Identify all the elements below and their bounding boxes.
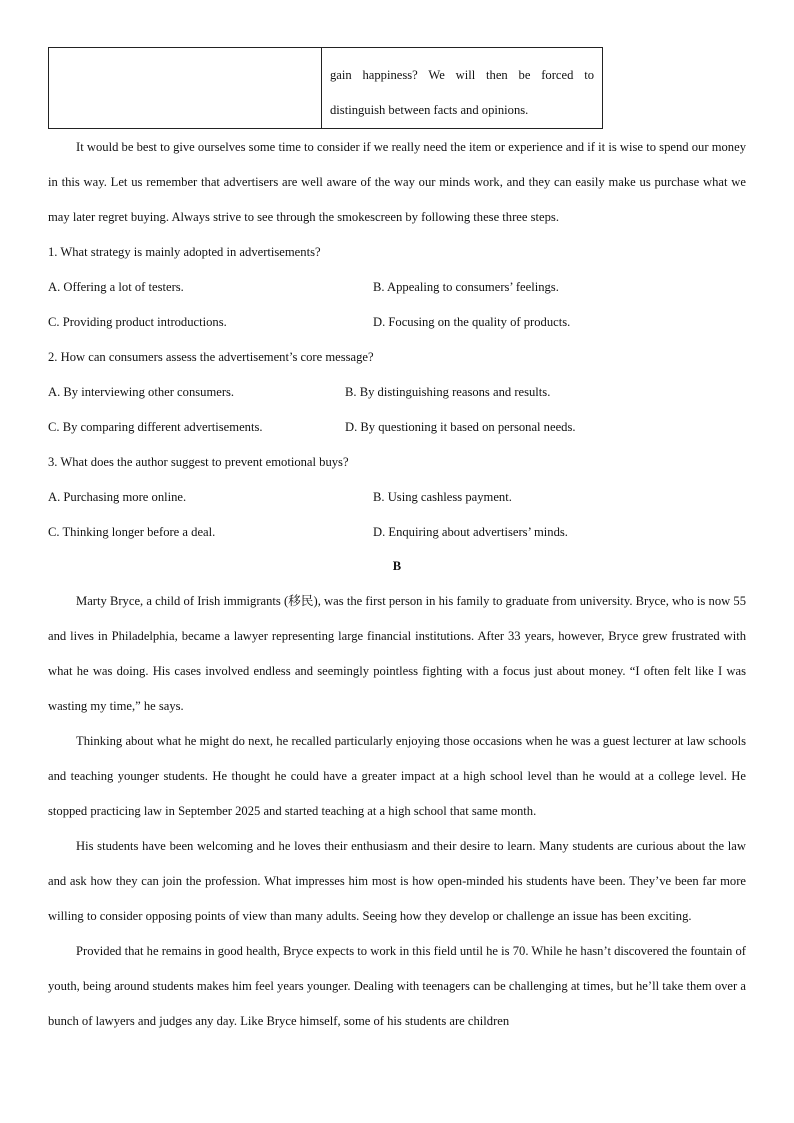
option-d: D. Enquiring about advertisers’ minds.	[373, 525, 568, 539]
option-b: B. Appealing to consumers’ feelings.	[373, 280, 559, 294]
question-stem: 1. What strategy is mainly adopted in advertisements?	[48, 245, 321, 259]
body-paragraph: His students have been welcoming and he loves their enthusiasm and their desire to learn. Many students are curious about the law and ask how they can join the profession. What impresses him most is how open-minded his students have been. They’ve been far more willing to consider opposing points of view than many adults. Seeing how they develop or challenge an issue has been exciting.	[48, 839, 746, 923]
option-d: D. By questioning it based on personal needs.	[345, 420, 576, 434]
option-a: A. Purchasing more online.	[48, 490, 187, 504]
intro-paragraph: It would be best to give ourselves some time to consider if we really need the item or experience and if it is wise to spend our money in this way. Let us remember that advertisers are well aware of the way our minds work, and they can easily make us purchase what we may later regret buying. Always strive to see through the smokescreen by following these three steps.	[48, 140, 746, 224]
intro-paragraph-block	[48, 130, 746, 235]
body-paragraph: Provided that he remains in good health, Bryce expects to work in this field until he is 70. While he hasn’t discovered the fountain of youth, being around students makes him feel years younger. Dealing with teenagers can be challenging at times, but he’ll take them over a bunch of lawyers and judges any day. Like Bryce himself, some of his students are children	[48, 944, 746, 1028]
option-a: A. Offering a lot of testers.	[48, 280, 184, 294]
option-row	[48, 305, 746, 340]
option-c: C. Providing product introductions.	[48, 315, 227, 329]
option-row	[48, 270, 746, 305]
table-cell-line: gain happiness? We will then be forced to	[330, 68, 594, 82]
option-a: A. By interviewing other consumers.	[48, 385, 235, 399]
table-empty-cell	[49, 48, 322, 128]
question-2	[48, 340, 746, 445]
body-paragraph: Thinking about what he might do next, he recalled particularly enjoying those occasions when he was a guest lecturer at law schools and teaching younger students. He thought he could have a greater impact at a high school level than he would at a college level. He stopped practicing law in September 2025 and started teaching at a high school that same month.	[48, 734, 746, 818]
question-list	[48, 235, 746, 550]
option-b: B. Using cashless payment.	[373, 490, 512, 504]
option-row	[48, 515, 746, 550]
section-b	[48, 549, 746, 1039]
option-d: D. Focusing on the quality of products.	[373, 315, 571, 329]
continuation-table	[48, 47, 603, 129]
body-paragraph: Marty Bryce, a child of Irish immigrants (移民), was the first person in his family to graduate from university. Bryce, who is now 55 and lives in Philadelphia, became a lawyer representing large financial institutions. After 33 years, however, Bryce grew frustrated with what he was doing. His cases involved endless and seemingly pointless fighting with a focus just about money. “I often felt like I was wasting my time,” he says.	[48, 594, 746, 713]
option-b: B. By distinguishing reasons and results.	[345, 385, 551, 399]
question-1	[48, 235, 746, 340]
section-heading: B	[392, 559, 402, 573]
option-row	[48, 410, 746, 445]
option-row	[48, 375, 746, 410]
table-text-cell	[322, 48, 602, 128]
option-row	[48, 480, 746, 515]
question-3	[48, 445, 746, 550]
option-c: C. Thinking longer before a deal.	[48, 525, 216, 539]
question-stem: 2. How can consumers assess the advertisement’s core message?	[48, 350, 374, 364]
question-stem: 3. What does the author suggest to prevent emotional buys?	[48, 455, 349, 469]
table-cell-line: distinguish between facts and opinions.	[330, 103, 529, 117]
option-c: C. By comparing different advertisements.	[48, 420, 263, 434]
